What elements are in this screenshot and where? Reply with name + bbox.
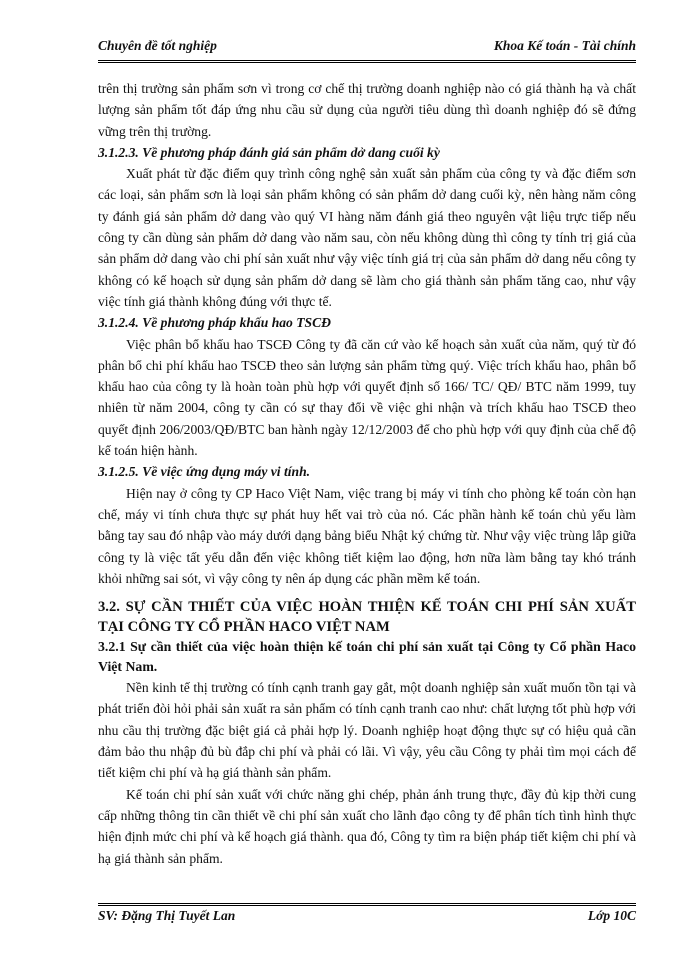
section-heading-3-2: 3.2. SỰ CẦN THIẾT CỦA VIỆC HOÀN THIỆN KẾ TOÁN CHI PHÍ SẢN XUẤT TẠI CÔNG TY CỔ PHẦN HACO VIỆT NAM xyxy=(98,599,636,636)
document-body xyxy=(98,78,636,869)
footer-author: SV: Đặng Thị Tuyết Lan xyxy=(98,908,236,923)
heading-3-1-2-3: 3.1.2.3. Về phương pháp đánh giá sản phẩm dở dang cuối kỳ xyxy=(98,144,440,160)
header-left-text: Chuyên đề tốt nghiệp xyxy=(98,38,217,53)
page-footer xyxy=(98,908,636,928)
header-rule xyxy=(98,60,636,63)
paragraph-market-economy: Nền kinh tế thị trường có tính cạnh tranh gay gắt, một doanh nghiệp sản xuất muốn tồn tại và phát triển đòi hỏi phải sản xuất ra sản phẩm có tính cạnh tranh cao như: chất lượng tốt phù hợp với nhu cầu thị trường đặc biệt giá cả phải hợp lý. Doanh nghiệp hoạt động thực sự có hiệu quả cần đảm bảo thu nhập đủ bù đắp chi phí và phải có lãi. Vì vậy, yêu cầu Công ty phải tìm mọi cách để tiết kiệm chi phí và hạ giá thành sản phẩm. xyxy=(98,680,636,781)
heading-3-2-1: 3.2.1 Sự cần thiết của việc hoàn thiện kế toán chi phí sản xuất tại Công ty Cổ phần Haco Việt Nam. xyxy=(98,639,636,675)
footer-rule xyxy=(98,903,636,906)
paragraph-cost-accounting: Kế toán chi phí sản xuất với chức năng ghi chép, phản ánh trung thực, đầy đủ kịp thời cung cấp những thông tin cần thiết về chi phí sản xuất cho lãnh đạo công ty để phân tích tình hình thực hiện định mức chi phí và kế hoạch giá thành. qua đó, Công ty tìm ra biện pháp tiết kiệm chi phí và hạ giá thành sản phẩm. xyxy=(98,786,636,866)
header-right-text: Khoa Kế toán - Tài chính xyxy=(493,38,636,53)
paragraph-continuation: trên thị trường sản phẩm sơn vì trong cơ chế thị trường doanh nghiệp nào có giá thành hạ và chất lượng sản phẩm tốt đáp ứng nhu cầu sử dụng của người tiêu dùng thì doanh nghiệp đó sẽ đứng vững trên thị trường. xyxy=(98,81,636,139)
page-header xyxy=(98,38,636,60)
paragraph-computer-use: Hiện nay ở công ty CP Haco Việt Nam, việc trang bị máy vi tính cho phòng kế toán còn hạn chế, máy vi tính chưa thực sự phát huy hết vai trò của nó. Các phần hành kế toán chủ yếu làm bằng tay sau đó nhập vào máy dưới dạng bảng biểu Nhật ký chứng từ. Như vậy việc trùng lắp giữa công ty là việc tất yếu dẫn đến việc không tiết kiệm lao động, hơn nữa làm bằng tay khó tránh khỏi những sai sót, vì vậy công ty nên áp dụng các phần mềm kế toán. xyxy=(98,485,636,586)
footer-class: Lớp 10C xyxy=(587,908,636,923)
heading-3-1-2-5: 3.1.2.5. Về việc ứng dụng máy vi tính. xyxy=(98,464,311,480)
paragraph-depreciation: Việc phân bổ khấu hao TSCĐ Công ty đã căn cứ vào kế hoạch sản xuất của năm, quý từ đó phân bổ chi phí khấu hao TSCĐ theo sản lượng sản phẩm từng quý. Việc trích khấu hao, phân bổ khấu hao của công ty là hoàn toàn phù hợp với quyết định số 166/ TC/ QĐ/ BTC năm 1999, tuy nhiên từ năm 2004, công ty cần có sự thay đổi về việc ghi nhận và trích khấu hao TSCĐ theo quyết định 206/2003/QĐ/BTC ban hành ngày 12/12/2003 để cho phù hợp với quy định của chế độ kế toán hiện hành. xyxy=(98,336,636,459)
paragraph-wip-valuation: Xuất phát từ đặc điểm quy trình công nghệ sản xuất sản phẩm của công ty và đặc điểm sơn các loại, sản phẩm sơn là loại sản phẩm không có sản phẩm dở dang cuối kỳ, nên hàng năm công ty đánh giá sản phẩm dở dang vào quý VI hàng năm đánh giá theo nguyên vật liệu trực tiếp nếu công ty cần dùng sản phẩm dở dang vào năm sau, còn nếu không dùng thì công ty tính trị giá của sản phẩm dở dang vào chi phí sản xuất như vậy việc tính giá trị của sản phẩm dở dang nếu công ty không có kế hoạch sử dụng sản phẩm dở dang sẽ làm cho giá thành sản phẩm tăng cao, như vậy việc tính giá thành không đúng với thực tế. xyxy=(98,166,636,309)
heading-3-1-2-4: 3.1.2.4. Về phương pháp khấu hao TSCĐ xyxy=(98,315,331,331)
